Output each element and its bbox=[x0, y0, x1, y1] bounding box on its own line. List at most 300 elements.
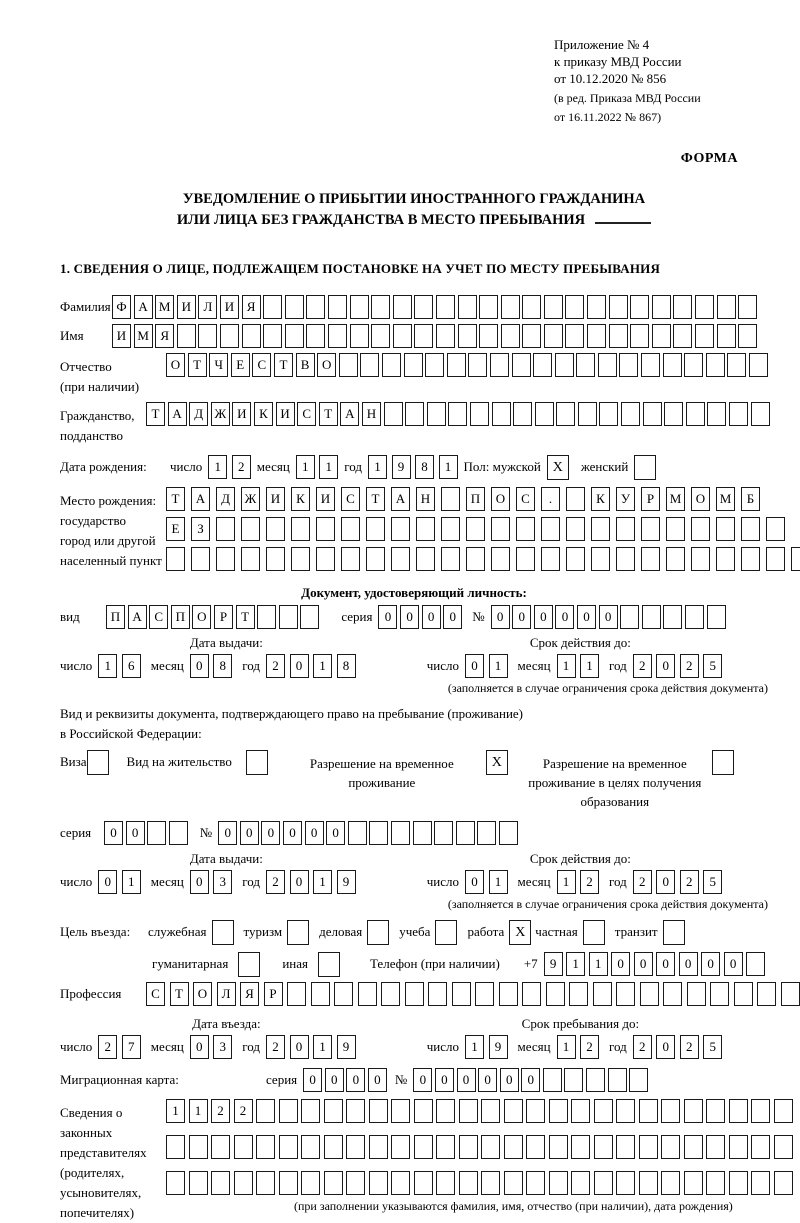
char-cell[interactable]: А bbox=[168, 402, 187, 426]
char-cell[interactable] bbox=[535, 402, 554, 426]
char-cell[interactable] bbox=[642, 605, 661, 629]
char-cell[interactable]: П bbox=[106, 605, 125, 629]
purpose-transit-checkbox[interactable] bbox=[663, 920, 685, 945]
char-cell[interactable]: А bbox=[134, 295, 153, 319]
char-cell[interactable] bbox=[639, 1099, 658, 1123]
char-cell[interactable] bbox=[766, 547, 785, 571]
char-cell[interactable] bbox=[640, 982, 659, 1006]
char-cell[interactable] bbox=[279, 1171, 298, 1195]
char-cell[interactable] bbox=[358, 982, 377, 1006]
char-cell[interactable] bbox=[608, 1068, 627, 1092]
char-cell[interactable]: С bbox=[252, 353, 271, 377]
purpose-private-checkbox[interactable] bbox=[583, 920, 605, 945]
char-cell[interactable] bbox=[616, 1171, 635, 1195]
char-cell[interactable] bbox=[291, 517, 310, 541]
char-cell[interactable] bbox=[706, 1099, 725, 1123]
char-cell[interactable]: 6 bbox=[122, 654, 141, 678]
char-cell[interactable] bbox=[458, 324, 477, 348]
char-cell[interactable]: 0 bbox=[325, 1068, 344, 1092]
char-cell[interactable] bbox=[324, 1135, 343, 1159]
char-cell[interactable] bbox=[279, 605, 298, 629]
char-cell[interactable] bbox=[691, 547, 710, 571]
purpose-humanitarian-checkbox[interactable] bbox=[238, 952, 260, 977]
purpose-commercial-checkbox[interactable] bbox=[367, 920, 389, 945]
char-cell[interactable] bbox=[306, 295, 325, 319]
char-cell[interactable] bbox=[587, 295, 606, 319]
char-cell[interactable]: П bbox=[171, 605, 190, 629]
char-cell[interactable] bbox=[569, 982, 588, 1006]
char-cell[interactable]: 0 bbox=[599, 605, 618, 629]
char-cell[interactable]: 0 bbox=[305, 821, 324, 845]
char-cell[interactable] bbox=[565, 295, 584, 319]
char-cell[interactable] bbox=[458, 295, 477, 319]
char-cell[interactable] bbox=[639, 1171, 658, 1195]
char-cell[interactable] bbox=[717, 295, 736, 319]
char-cell[interactable] bbox=[211, 1135, 230, 1159]
char-cell[interactable] bbox=[279, 1099, 298, 1123]
char-cell[interactable]: 1 bbox=[313, 870, 332, 894]
char-cell[interactable] bbox=[621, 402, 640, 426]
char-cell[interactable] bbox=[285, 324, 304, 348]
char-cell[interactable]: 5 bbox=[703, 1035, 722, 1059]
char-cell[interactable] bbox=[687, 982, 706, 1006]
char-cell[interactable] bbox=[594, 1171, 613, 1195]
char-cell[interactable] bbox=[447, 353, 466, 377]
char-cell[interactable]: 8 bbox=[213, 654, 232, 678]
char-cell[interactable]: К bbox=[291, 487, 310, 511]
char-cell[interactable] bbox=[729, 402, 748, 426]
char-cell[interactable]: 0 bbox=[240, 821, 259, 845]
char-cell[interactable]: 2 bbox=[266, 654, 285, 678]
char-cell[interactable]: 1 bbox=[189, 1099, 208, 1123]
char-cell[interactable] bbox=[751, 1099, 770, 1123]
char-cell[interactable] bbox=[533, 353, 552, 377]
char-cell[interactable] bbox=[382, 353, 401, 377]
char-cell[interactable] bbox=[774, 1099, 793, 1123]
char-cell[interactable]: Т bbox=[236, 605, 255, 629]
char-cell[interactable]: Р bbox=[641, 487, 660, 511]
char-cell[interactable] bbox=[285, 295, 304, 319]
char-cell[interactable] bbox=[751, 402, 770, 426]
char-cell[interactable] bbox=[576, 353, 595, 377]
char-cell[interactable]: И bbox=[266, 487, 285, 511]
char-cell[interactable]: 1 bbox=[208, 455, 227, 479]
char-cell[interactable] bbox=[346, 1135, 365, 1159]
char-cell[interactable] bbox=[381, 982, 400, 1006]
char-cell[interactable] bbox=[405, 982, 424, 1006]
char-cell[interactable] bbox=[266, 517, 285, 541]
char-cell[interactable] bbox=[706, 1171, 725, 1195]
char-cell[interactable] bbox=[616, 517, 635, 541]
char-cell[interactable] bbox=[216, 517, 235, 541]
char-cell[interactable] bbox=[630, 324, 649, 348]
char-cell[interactable] bbox=[541, 547, 560, 571]
char-cell[interactable]: 2 bbox=[266, 1035, 285, 1059]
char-cell[interactable]: Я bbox=[242, 295, 261, 319]
char-cell[interactable]: 0 bbox=[283, 821, 302, 845]
char-cell[interactable] bbox=[504, 1171, 523, 1195]
char-cell[interactable] bbox=[522, 982, 541, 1006]
char-cell[interactable] bbox=[741, 517, 760, 541]
char-cell[interactable]: Л bbox=[217, 982, 236, 1006]
char-cell[interactable] bbox=[481, 1099, 500, 1123]
char-cell[interactable] bbox=[266, 547, 285, 571]
char-cell[interactable] bbox=[414, 1135, 433, 1159]
char-cell[interactable]: Ч bbox=[209, 353, 228, 377]
char-cell[interactable]: И bbox=[232, 402, 251, 426]
char-cell[interactable] bbox=[791, 547, 800, 571]
char-cell[interactable] bbox=[405, 402, 424, 426]
char-cell[interactable]: Т bbox=[170, 982, 189, 1006]
char-cell[interactable] bbox=[664, 402, 683, 426]
char-cell[interactable] bbox=[369, 821, 388, 845]
char-cell[interactable]: 1 bbox=[439, 455, 458, 479]
char-cell[interactable] bbox=[594, 1135, 613, 1159]
char-cell[interactable]: Т bbox=[274, 353, 293, 377]
char-cell[interactable]: 0 bbox=[400, 605, 419, 629]
char-cell[interactable] bbox=[643, 402, 662, 426]
char-cell[interactable] bbox=[242, 324, 261, 348]
char-cell[interactable]: 0 bbox=[656, 870, 675, 894]
char-cell[interactable] bbox=[166, 547, 185, 571]
char-cell[interactable] bbox=[652, 324, 671, 348]
char-cell[interactable]: 1 bbox=[319, 455, 338, 479]
char-cell[interactable]: С bbox=[341, 487, 360, 511]
char-cell[interactable] bbox=[413, 821, 432, 845]
char-cell[interactable] bbox=[414, 295, 433, 319]
char-cell[interactable] bbox=[587, 324, 606, 348]
char-cell[interactable] bbox=[234, 1135, 253, 1159]
char-cell[interactable] bbox=[685, 605, 704, 629]
char-cell[interactable] bbox=[663, 982, 682, 1006]
char-cell[interactable]: 5 bbox=[703, 654, 722, 678]
char-cell[interactable]: О bbox=[691, 487, 710, 511]
char-cell[interactable]: 0 bbox=[218, 821, 237, 845]
char-cell[interactable]: 8 bbox=[415, 455, 434, 479]
char-cell[interactable] bbox=[459, 1171, 478, 1195]
char-cell[interactable]: 2 bbox=[680, 654, 699, 678]
char-cell[interactable] bbox=[492, 402, 511, 426]
char-cell[interactable] bbox=[369, 1099, 388, 1123]
char-cell[interactable] bbox=[526, 1099, 545, 1123]
char-cell[interactable]: 0 bbox=[190, 870, 209, 894]
char-cell[interactable]: С bbox=[146, 982, 165, 1006]
char-cell[interactable] bbox=[616, 1099, 635, 1123]
char-cell[interactable]: 1 bbox=[368, 455, 387, 479]
char-cell[interactable] bbox=[452, 982, 471, 1006]
char-cell[interactable] bbox=[393, 324, 412, 348]
char-cell[interactable]: 1 bbox=[122, 870, 141, 894]
char-cell[interactable] bbox=[716, 517, 735, 541]
char-cell[interactable]: О bbox=[491, 487, 510, 511]
char-cell[interactable] bbox=[706, 1135, 725, 1159]
char-cell[interactable]: 0 bbox=[98, 870, 117, 894]
char-cell[interactable] bbox=[499, 982, 518, 1006]
char-cell[interactable] bbox=[366, 547, 385, 571]
temp-residence-checkbox[interactable]: X bbox=[486, 750, 508, 775]
char-cell[interactable] bbox=[716, 547, 735, 571]
char-cell[interactable]: 2 bbox=[234, 1099, 253, 1123]
char-cell[interactable] bbox=[571, 1171, 590, 1195]
char-cell[interactable]: И bbox=[177, 295, 196, 319]
purpose-work-checkbox[interactable]: X bbox=[509, 920, 531, 945]
char-cell[interactable] bbox=[549, 1135, 568, 1159]
char-cell[interactable] bbox=[686, 402, 705, 426]
char-cell[interactable]: Т bbox=[366, 487, 385, 511]
char-cell[interactable] bbox=[220, 324, 239, 348]
char-cell[interactable]: 0 bbox=[701, 952, 720, 976]
char-cell[interactable] bbox=[630, 295, 649, 319]
char-cell[interactable] bbox=[565, 324, 584, 348]
char-cell[interactable] bbox=[746, 952, 765, 976]
char-cell[interactable]: 9 bbox=[337, 870, 356, 894]
char-cell[interactable] bbox=[684, 353, 703, 377]
char-cell[interactable] bbox=[177, 324, 196, 348]
char-cell[interactable] bbox=[641, 517, 660, 541]
char-cell[interactable] bbox=[416, 517, 435, 541]
char-cell[interactable] bbox=[591, 517, 610, 541]
char-cell[interactable] bbox=[391, 1135, 410, 1159]
char-cell[interactable] bbox=[549, 1171, 568, 1195]
char-cell[interactable] bbox=[477, 821, 496, 845]
char-cell[interactable] bbox=[616, 1135, 635, 1159]
char-cell[interactable]: А bbox=[128, 605, 147, 629]
char-cell[interactable] bbox=[316, 547, 335, 571]
char-cell[interactable]: 0 bbox=[534, 605, 553, 629]
char-cell[interactable] bbox=[428, 982, 447, 1006]
char-cell[interactable]: И bbox=[112, 324, 131, 348]
char-cell[interactable] bbox=[393, 295, 412, 319]
char-cell[interactable] bbox=[434, 821, 453, 845]
char-cell[interactable]: К bbox=[591, 487, 610, 511]
temp-residence-edu-checkbox[interactable] bbox=[712, 750, 734, 775]
char-cell[interactable]: 0 bbox=[290, 654, 309, 678]
char-cell[interactable]: Ж bbox=[241, 487, 260, 511]
char-cell[interactable]: 1 bbox=[313, 1035, 332, 1059]
char-cell[interactable]: 5 bbox=[703, 870, 722, 894]
char-cell[interactable] bbox=[639, 1135, 658, 1159]
char-cell[interactable] bbox=[757, 982, 776, 1006]
char-cell[interactable] bbox=[166, 1135, 185, 1159]
char-cell[interactable] bbox=[279, 1135, 298, 1159]
char-cell[interactable] bbox=[211, 1171, 230, 1195]
char-cell[interactable]: И bbox=[276, 402, 295, 426]
char-cell[interactable] bbox=[441, 487, 460, 511]
char-cell[interactable] bbox=[490, 353, 509, 377]
char-cell[interactable] bbox=[641, 547, 660, 571]
residence-permit-checkbox[interactable] bbox=[246, 750, 268, 775]
char-cell[interactable]: С bbox=[149, 605, 168, 629]
char-cell[interactable] bbox=[291, 547, 310, 571]
char-cell[interactable] bbox=[544, 295, 563, 319]
char-cell[interactable] bbox=[169, 821, 188, 845]
char-cell[interactable]: А bbox=[340, 402, 359, 426]
char-cell[interactable] bbox=[425, 353, 444, 377]
char-cell[interactable] bbox=[564, 1068, 583, 1092]
char-cell[interactable] bbox=[436, 1171, 455, 1195]
char-cell[interactable]: 3 bbox=[213, 1035, 232, 1059]
char-cell[interactable] bbox=[522, 295, 541, 319]
char-cell[interactable] bbox=[541, 517, 560, 541]
char-cell[interactable] bbox=[436, 295, 455, 319]
char-cell[interactable]: 2 bbox=[98, 1035, 117, 1059]
char-cell[interactable] bbox=[741, 547, 760, 571]
char-cell[interactable] bbox=[566, 547, 585, 571]
char-cell[interactable]: 1 bbox=[557, 870, 576, 894]
char-cell[interactable]: 9 bbox=[489, 1035, 508, 1059]
char-cell[interactable] bbox=[729, 1135, 748, 1159]
char-cell[interactable] bbox=[300, 605, 319, 629]
char-cell[interactable] bbox=[147, 821, 166, 845]
char-cell[interactable]: Д bbox=[216, 487, 235, 511]
char-cell[interactable] bbox=[306, 324, 325, 348]
char-cell[interactable]: М bbox=[155, 295, 174, 319]
char-cell[interactable] bbox=[616, 547, 635, 571]
char-cell[interactable]: 0 bbox=[443, 605, 462, 629]
purpose-study-checkbox[interactable] bbox=[435, 920, 457, 945]
char-cell[interactable]: 0 bbox=[500, 1068, 519, 1092]
char-cell[interactable]: 0 bbox=[413, 1068, 432, 1092]
char-cell[interactable]: И bbox=[316, 487, 335, 511]
char-cell[interactable]: Е bbox=[231, 353, 250, 377]
char-cell[interactable] bbox=[466, 517, 485, 541]
char-cell[interactable]: Н bbox=[362, 402, 381, 426]
char-cell[interactable]: Н bbox=[416, 487, 435, 511]
char-cell[interactable] bbox=[470, 402, 489, 426]
char-cell[interactable] bbox=[578, 402, 597, 426]
char-cell[interactable]: 8 bbox=[337, 654, 356, 678]
char-cell[interactable]: Ж bbox=[211, 402, 230, 426]
char-cell[interactable]: В bbox=[296, 353, 315, 377]
char-cell[interactable] bbox=[599, 402, 618, 426]
char-cell[interactable] bbox=[504, 1135, 523, 1159]
char-cell[interactable] bbox=[593, 982, 612, 1006]
char-cell[interactable] bbox=[414, 1099, 433, 1123]
char-cell[interactable] bbox=[334, 982, 353, 1006]
char-cell[interactable]: 0 bbox=[290, 1035, 309, 1059]
char-cell[interactable] bbox=[324, 1099, 343, 1123]
char-cell[interactable] bbox=[691, 517, 710, 541]
char-cell[interactable] bbox=[479, 324, 498, 348]
char-cell[interactable]: 2 bbox=[266, 870, 285, 894]
char-cell[interactable]: Т bbox=[146, 402, 165, 426]
char-cell[interactable] bbox=[526, 1171, 545, 1195]
char-cell[interactable] bbox=[256, 1171, 275, 1195]
char-cell[interactable] bbox=[666, 547, 685, 571]
char-cell[interactable]: . bbox=[541, 487, 560, 511]
char-cell[interactable] bbox=[369, 1171, 388, 1195]
char-cell[interactable] bbox=[641, 353, 660, 377]
char-cell[interactable] bbox=[350, 324, 369, 348]
char-cell[interactable]: Т bbox=[319, 402, 338, 426]
char-cell[interactable] bbox=[191, 547, 210, 571]
char-cell[interactable]: 3 bbox=[213, 870, 232, 894]
char-cell[interactable]: 1 bbox=[566, 952, 585, 976]
char-cell[interactable] bbox=[571, 1135, 590, 1159]
sex-female-checkbox[interactable] bbox=[634, 455, 656, 480]
char-cell[interactable] bbox=[556, 402, 575, 426]
char-cell[interactable] bbox=[751, 1171, 770, 1195]
char-cell[interactable] bbox=[666, 517, 685, 541]
char-cell[interactable]: 0 bbox=[679, 952, 698, 976]
visa-checkbox[interactable] bbox=[87, 750, 109, 775]
char-cell[interactable]: К bbox=[254, 402, 273, 426]
char-cell[interactable] bbox=[391, 821, 410, 845]
char-cell[interactable] bbox=[673, 324, 692, 348]
char-cell[interactable] bbox=[256, 1099, 275, 1123]
char-cell[interactable] bbox=[707, 605, 726, 629]
char-cell[interactable]: 0 bbox=[611, 952, 630, 976]
char-cell[interactable] bbox=[339, 353, 358, 377]
char-cell[interactable] bbox=[586, 1068, 605, 1092]
char-cell[interactable] bbox=[427, 402, 446, 426]
char-cell[interactable] bbox=[384, 402, 403, 426]
char-cell[interactable]: Я bbox=[155, 324, 174, 348]
char-cell[interactable]: 2 bbox=[633, 654, 652, 678]
char-cell[interactable] bbox=[546, 982, 565, 1006]
char-cell[interactable] bbox=[441, 517, 460, 541]
char-cell[interactable]: 1 bbox=[557, 654, 576, 678]
char-cell[interactable] bbox=[491, 547, 510, 571]
char-cell[interactable] bbox=[311, 982, 330, 1006]
char-cell[interactable]: 1 bbox=[166, 1099, 185, 1123]
char-cell[interactable] bbox=[661, 1135, 680, 1159]
char-cell[interactable] bbox=[684, 1135, 703, 1159]
char-cell[interactable]: Р bbox=[264, 982, 283, 1006]
char-cell[interactable] bbox=[663, 353, 682, 377]
char-cell[interactable] bbox=[652, 295, 671, 319]
char-cell[interactable] bbox=[738, 324, 757, 348]
char-cell[interactable] bbox=[781, 982, 800, 1006]
char-cell[interactable]: 0 bbox=[491, 605, 510, 629]
char-cell[interactable]: 2 bbox=[211, 1099, 230, 1123]
char-cell[interactable]: М bbox=[134, 324, 153, 348]
char-cell[interactable] bbox=[404, 353, 423, 377]
char-cell[interactable] bbox=[263, 295, 282, 319]
char-cell[interactable] bbox=[459, 1135, 478, 1159]
char-cell[interactable] bbox=[459, 1099, 478, 1123]
char-cell[interactable] bbox=[234, 1171, 253, 1195]
char-cell[interactable] bbox=[436, 1135, 455, 1159]
char-cell[interactable]: О bbox=[166, 353, 185, 377]
char-cell[interactable] bbox=[591, 547, 610, 571]
char-cell[interactable] bbox=[448, 402, 467, 426]
char-cell[interactable]: 0 bbox=[422, 605, 441, 629]
char-cell[interactable] bbox=[341, 547, 360, 571]
char-cell[interactable] bbox=[522, 324, 541, 348]
char-cell[interactable] bbox=[369, 1135, 388, 1159]
char-cell[interactable]: Е bbox=[166, 517, 185, 541]
char-cell[interactable] bbox=[549, 1099, 568, 1123]
char-cell[interactable] bbox=[661, 1171, 680, 1195]
char-cell[interactable]: 2 bbox=[633, 870, 652, 894]
char-cell[interactable] bbox=[391, 1171, 410, 1195]
char-cell[interactable] bbox=[216, 547, 235, 571]
char-cell[interactable] bbox=[328, 295, 347, 319]
char-cell[interactable]: О bbox=[317, 353, 336, 377]
char-cell[interactable]: 0 bbox=[577, 605, 596, 629]
char-cell[interactable] bbox=[475, 982, 494, 1006]
char-cell[interactable]: 2 bbox=[580, 870, 599, 894]
char-cell[interactable] bbox=[350, 295, 369, 319]
char-cell[interactable]: Т bbox=[188, 353, 207, 377]
char-cell[interactable] bbox=[391, 1099, 410, 1123]
char-cell[interactable] bbox=[663, 605, 682, 629]
char-cell[interactable]: 0 bbox=[261, 821, 280, 845]
char-cell[interactable]: 7 bbox=[122, 1035, 141, 1059]
sex-male-checkbox[interactable]: X bbox=[547, 455, 569, 480]
char-cell[interactable] bbox=[301, 1171, 320, 1195]
